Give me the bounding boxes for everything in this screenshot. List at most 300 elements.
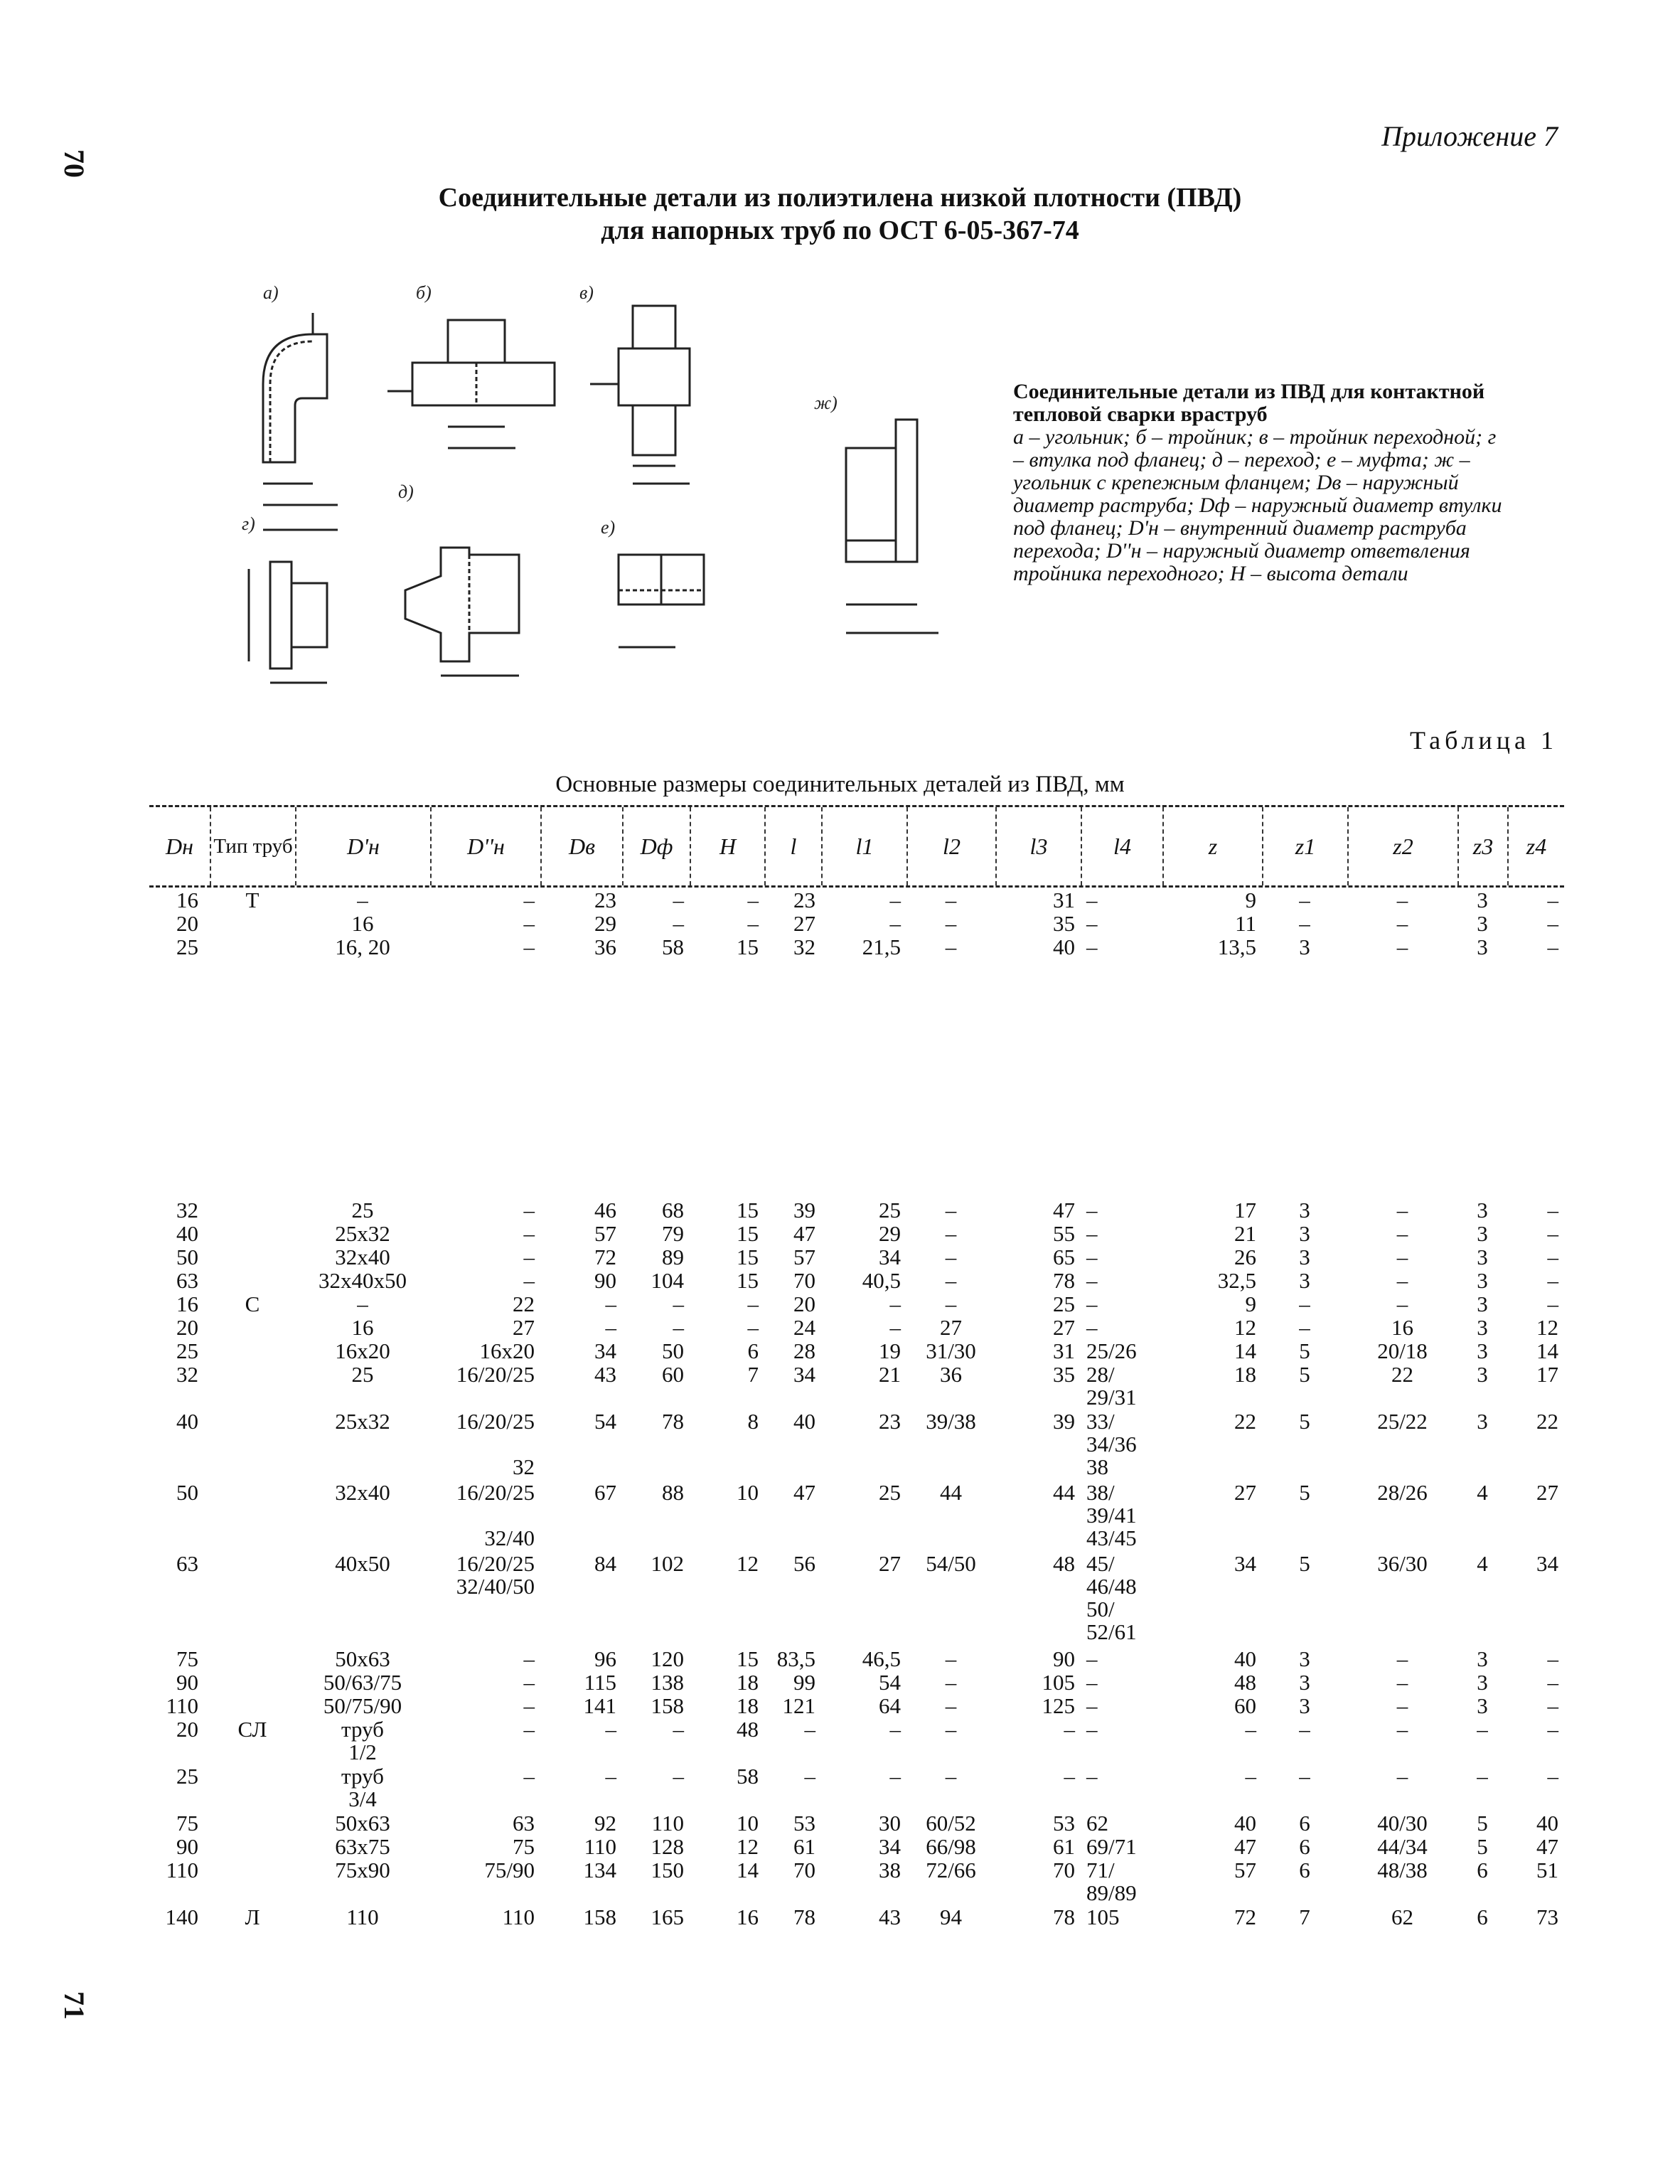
table-cell: 10 (737, 1480, 759, 1505)
table-cell: 3 (1299, 1693, 1310, 1718)
table-cell: – (945, 1646, 957, 1671)
table-cell: 75 (176, 1646, 198, 1671)
table-cell: 11 (1235, 911, 1256, 936)
table-cell: 94 (940, 1905, 962, 1929)
table-cell: труб 3/4 (341, 1764, 384, 1811)
table-cell: – (673, 888, 684, 912)
table-cell: 75 (176, 1811, 198, 1836)
table-cell: – (889, 1717, 901, 1742)
table-cell: 16, 20 (335, 934, 390, 959)
table-cell: 47 (1536, 1834, 1558, 1859)
table-cell: – (1396, 1198, 1408, 1222)
table-cell: – (747, 1315, 759, 1340)
table-cell: – (804, 1717, 815, 1742)
table-cell: – (523, 1245, 535, 1269)
table-cell: – (523, 911, 535, 936)
table-cell: 15 (737, 1646, 759, 1671)
table-cell: – (1064, 1717, 1075, 1742)
table-cell: 25 (879, 1480, 901, 1505)
table-cell: 40/30 (1377, 1811, 1428, 1836)
table-cell: 104 (651, 1268, 684, 1293)
column-header: l (764, 807, 821, 885)
table-cell: – (747, 888, 759, 912)
table-cell: – (945, 1245, 957, 1269)
table-cell: 48/38 (1377, 1858, 1428, 1882)
table-cell: – (605, 1291, 616, 1316)
table-cell: 68 (662, 1198, 684, 1222)
table-cell: – (945, 1670, 957, 1695)
table-cell: 110 (346, 1905, 379, 1929)
table-cell: 34 (1234, 1551, 1256, 1576)
figure-label: г) (242, 513, 255, 534)
table-cell: 25/26 (1086, 1338, 1137, 1363)
table-cell: 3 (1477, 911, 1488, 936)
table-cell: 56 (793, 1551, 815, 1576)
table-cell: 3 (1299, 1245, 1310, 1269)
table-cell: 21 (879, 1362, 901, 1387)
table-cell: 16 (737, 1905, 759, 1929)
table-cell: – (945, 1198, 957, 1222)
figure-caption-body: а – угольник; б – тройник; в – тройник переходной; г – втулка под фланец; д – переход; е – муфта; ж – угольник с крепежным фланцем; Dв – наружный диаметр раструба; Dф – наружный диаметр втулки под фланец; D'н – внутренний диаметр раструба перехода; D''н – наружный диаметр ответвления тройника переходного; H – высота детали (1013, 425, 1502, 585)
table-cell: – (889, 888, 901, 912)
drawing-d-reducer (398, 481, 519, 676)
table-cell: – (1245, 1717, 1256, 1742)
table-cell: 3 (1477, 1409, 1488, 1434)
table-cell: 16 (351, 1315, 374, 1340)
table-cell: 34 (793, 1362, 815, 1387)
table-cell: 33/ 34/36 38 (1086, 1409, 1137, 1479)
table-cell: 32 (793, 934, 815, 959)
table-cell: 3 (1477, 1198, 1488, 1222)
table-cell: 78 (1053, 1905, 1075, 1929)
table-cell: 3 (1299, 1268, 1310, 1293)
table-cell: 9 (1245, 1291, 1256, 1316)
table-cell: 46,5 (862, 1646, 901, 1671)
table-cell: 28/26 (1377, 1480, 1428, 1505)
table-cell: 60/52 (926, 1811, 976, 1836)
table-cell: – (1086, 1268, 1098, 1293)
table-cell: 65 (1053, 1245, 1075, 1269)
table-cell: 141 (583, 1693, 616, 1718)
table-number: Таблица 1 (1410, 726, 1558, 755)
table-cell: 90 (176, 1670, 198, 1695)
table-cell: 32 (176, 1362, 198, 1387)
drawing-e-coupling (601, 517, 704, 647)
table-cell: – (945, 1764, 957, 1789)
table-cell: – (523, 1198, 535, 1222)
table-cell: – (1299, 1291, 1310, 1316)
table-cell: 3 (1299, 1646, 1310, 1671)
table-cell: 70 (1053, 1858, 1075, 1882)
table-cell: 25 (176, 934, 198, 959)
figure-caption (1013, 380, 1511, 585)
table-cell: – (673, 1717, 684, 1742)
table-cell: 62 (1391, 1905, 1413, 1929)
table-cell: 32 (176, 1198, 198, 1222)
table-cell: 50x63 (335, 1811, 390, 1836)
table-cell: 3 (1477, 1221, 1488, 1246)
table-cell: – (1086, 911, 1098, 936)
table-cell: 88 (662, 1480, 684, 1505)
table-cell: – (1396, 1245, 1408, 1269)
table-cell: 24 (793, 1315, 815, 1340)
table-cell: 15 (737, 1268, 759, 1293)
table-cell: 105 (1086, 1905, 1120, 1929)
table-cell: 3 (1299, 1670, 1310, 1695)
table-cell: 150 (651, 1858, 684, 1882)
table-cell: 53 (1053, 1811, 1075, 1836)
table-cell: 16x20 (479, 1338, 535, 1363)
table-cell: 5 (1299, 1409, 1310, 1434)
table-cell: – (523, 1646, 535, 1671)
column-header: z4 (1507, 807, 1564, 885)
table-cell: – (1299, 911, 1310, 936)
table-cell: 25x32 (335, 1409, 390, 1434)
table-cell: 29 (879, 1221, 901, 1246)
table-cell: – (1547, 1764, 1558, 1789)
table-cell: – (1299, 1717, 1310, 1742)
table-cell: 79 (662, 1221, 684, 1246)
table-cell: 34 (879, 1834, 901, 1859)
table-cell: 34 (594, 1338, 616, 1363)
table-cell: 39 (793, 1198, 815, 1222)
table-cell: 31/30 (926, 1338, 976, 1363)
table-cell: 90 (594, 1268, 616, 1293)
table-cell: 61 (793, 1834, 815, 1859)
table-cell: – (1547, 1670, 1558, 1695)
table-cell: 20/18 (1377, 1338, 1428, 1363)
table-cell: 5 (1477, 1834, 1488, 1859)
table-cell: 46 (594, 1198, 616, 1222)
table-cell: 57 (793, 1245, 815, 1269)
figure-label: а) (263, 282, 279, 303)
table-cell: 20 (793, 1291, 815, 1316)
table-cell: 3 (1477, 1291, 1488, 1316)
table-cell: 63x75 (335, 1834, 390, 1859)
table-cell: 10 (737, 1811, 759, 1836)
column-header: z3 (1457, 807, 1507, 885)
table-cell: 64 (879, 1693, 901, 1718)
page-number-top: 70 (58, 149, 90, 178)
table-cell: 40 (793, 1409, 815, 1434)
table-cell: 50 (662, 1338, 684, 1363)
table-cell: – (1299, 1764, 1310, 1789)
table-cell: 50 (176, 1480, 198, 1505)
table-cell: 3 (1477, 1362, 1488, 1387)
table-cell: 22 (1536, 1409, 1558, 1434)
table-cell: 5 (1299, 1338, 1310, 1363)
table-cell: 60 (662, 1362, 684, 1387)
table-cell: 48 (1053, 1551, 1075, 1576)
table-cell: 115 (584, 1670, 616, 1695)
table-cell: – (1396, 934, 1408, 959)
table-cell: 16 (176, 888, 198, 912)
table-cell: 50x63 (335, 1646, 390, 1671)
table-caption: Основные размеры соединительных деталей из ПВД, мм (555, 772, 1125, 797)
table-cell: 105 (1042, 1670, 1075, 1695)
table-cell: 78 (1053, 1268, 1075, 1293)
table-cell: – (1086, 1646, 1098, 1671)
table-cell: 78 (662, 1409, 684, 1434)
table-cell: 18 (1234, 1362, 1256, 1387)
table-cell: 25 (176, 1338, 198, 1363)
table-cell: 32x40 (335, 1480, 390, 1505)
table-cell: 51 (1536, 1858, 1558, 1882)
table-cell: 50/75/90 (323, 1693, 402, 1718)
table-cell: 36/30 (1377, 1551, 1428, 1576)
table-cell: 3 (1477, 1315, 1488, 1340)
table-cell: 8 (747, 1409, 759, 1434)
table-cell: 53 (793, 1811, 815, 1836)
table-cell: 6 (1299, 1834, 1310, 1859)
table-cell: 16 (176, 1291, 198, 1316)
table-cell: 12 (1234, 1315, 1256, 1340)
table-cell: 34 (1536, 1551, 1558, 1576)
table-cell: – (1547, 1693, 1558, 1718)
table-cell: – (889, 1291, 901, 1316)
title-line-2: для напорных труб по ОСТ 6-05-367-74 (601, 215, 1079, 245)
table-cell: – (605, 1315, 616, 1340)
table-cell: 16 (1391, 1315, 1413, 1340)
table-cell: 35 (1053, 911, 1075, 936)
table-cell: – (1396, 1291, 1408, 1316)
table-cell: 3 (1477, 1245, 1488, 1269)
table-cell: – (1086, 1670, 1098, 1695)
table-cell: 48 (1234, 1670, 1256, 1695)
drawing-zh-flanged-elbow (814, 393, 938, 633)
table-cell: 28/ 29/31 (1086, 1362, 1137, 1410)
table-cell: – (1086, 1717, 1098, 1742)
table-cell: 27 (879, 1551, 901, 1576)
table-cell: 23 (793, 888, 815, 912)
column-header: Тип труб (210, 807, 295, 885)
table-header (149, 805, 1564, 888)
table-cell: 40 (1234, 1811, 1256, 1836)
table-cell: – (1396, 888, 1408, 912)
table-cell: 96 (594, 1646, 616, 1671)
column-header: Dн (166, 833, 193, 859)
table-cell: 70 (793, 1268, 815, 1293)
table-cell: 61 (1053, 1834, 1075, 1859)
table-cell: 27 (1234, 1480, 1256, 1505)
table-cell: – (1477, 1764, 1488, 1789)
table-cell: 27 (513, 1315, 535, 1340)
table-cell: – (1396, 1646, 1408, 1671)
table-cell: 3 (1477, 1670, 1488, 1695)
table-cell: 75 (513, 1834, 535, 1859)
table-cell: 3 (1299, 934, 1310, 959)
table-cell: – (1396, 1268, 1408, 1293)
table-cell: 25x32 (335, 1221, 390, 1246)
table-cell: 44 (1053, 1480, 1075, 1505)
table-cell: 84 (594, 1551, 616, 1576)
table-cell: 25/22 (1377, 1409, 1428, 1434)
column-header: l4 (1081, 807, 1162, 885)
table-cell: 120 (651, 1646, 684, 1671)
table-cell: – (945, 1717, 957, 1742)
table-cell: 3 (1477, 1693, 1488, 1718)
table-cell: – (523, 1764, 535, 1789)
table-cell: 27 (940, 1315, 962, 1340)
table-cell: 31 (1053, 1338, 1075, 1363)
table-cell: 40 (176, 1409, 198, 1434)
table-cell: 25 (1053, 1291, 1075, 1316)
column-header: l2 (906, 807, 995, 885)
figure-label: в) (579, 282, 594, 303)
table-cell: – (945, 1693, 957, 1718)
table-cell: – (1086, 888, 1098, 912)
table-cell: 32,5 (1217, 1268, 1256, 1293)
table-cell: 58 (662, 934, 684, 959)
dimensions-table (149, 889, 1564, 1927)
table-cell: 57 (594, 1221, 616, 1246)
table-cell: – (945, 1221, 957, 1246)
table-cell: 13,5 (1217, 934, 1256, 959)
table-cell: 3 (1299, 1221, 1310, 1246)
table-cell: 32x40x50 (319, 1268, 407, 1293)
appendix-label: Приложение 7 (1381, 120, 1558, 152)
table-cell: – (1086, 1764, 1098, 1789)
table-cell: 29 (594, 911, 616, 936)
table-cell: 48 (737, 1717, 759, 1742)
table-cell: – (1064, 1764, 1075, 1789)
table-cell: 39 (1053, 1409, 1075, 1434)
table-cell: – (1396, 1693, 1408, 1718)
table-cell: 25 (351, 1362, 374, 1387)
table-cell: 40 (176, 1221, 198, 1246)
table-cell: 90 (176, 1834, 198, 1859)
table-cell: 47 (1234, 1834, 1256, 1859)
drawing-g-flange-bushing (242, 513, 327, 683)
table-cell: – (523, 934, 535, 959)
table-cell: 23 (594, 888, 616, 912)
table-cell: 19 (879, 1338, 901, 1363)
table-cell: 70 (793, 1858, 815, 1882)
table-cell: – (1086, 1221, 1098, 1246)
table-cell: – (1547, 911, 1558, 936)
table-cell: 25 (176, 1764, 198, 1789)
table-cell: СЛ (237, 1717, 267, 1742)
table-cell: 92 (594, 1811, 616, 1836)
table-cell: 12 (737, 1551, 759, 1576)
table-cell: – (747, 1291, 759, 1316)
table-cell: 57 (1234, 1858, 1256, 1882)
table-cell: – (1547, 1291, 1558, 1316)
table-cell: 22 (513, 1291, 535, 1316)
table-cell: 22 (1234, 1409, 1256, 1434)
table-cell: – (523, 1693, 535, 1718)
table-cell: 40 (1536, 1811, 1558, 1836)
table-cell: 14 (1536, 1338, 1558, 1363)
table-cell: – (605, 1764, 616, 1789)
table-cell: 14 (1234, 1338, 1256, 1363)
table-cell: – (945, 1268, 957, 1293)
table-cell: – (673, 1291, 684, 1316)
table-cell: 44 (940, 1480, 962, 1505)
table-cell: 27 (1536, 1480, 1558, 1505)
table-cell: – (357, 1291, 368, 1316)
figure-label: д) (398, 481, 414, 502)
table-cell: 54/50 (926, 1551, 976, 1576)
table-cell: 54 (879, 1670, 901, 1695)
figure-label: б) (416, 282, 432, 303)
table-cell: 6 (1477, 1858, 1488, 1882)
table-cell: 50/63/75 (323, 1670, 402, 1695)
table-cell: – (673, 1764, 684, 1789)
table-cell: 6 (1299, 1811, 1310, 1836)
table-cell: 110 (502, 1905, 535, 1929)
table-cell: 15 (737, 1221, 759, 1246)
column-header: D''н (430, 807, 540, 885)
table-cell: 110 (651, 1811, 684, 1836)
column-header: l3 (995, 807, 1081, 885)
table-cell: – (523, 1670, 535, 1695)
table-cell: 72 (1234, 1905, 1256, 1929)
table-cell: 89 (662, 1245, 684, 1269)
table-cell: – (1086, 1245, 1098, 1269)
table-cell: – (1086, 1315, 1098, 1340)
table-cell: – (1086, 1198, 1098, 1222)
table-cell: – (1396, 1221, 1408, 1246)
table-cell: – (1547, 1646, 1558, 1671)
table-cell: 47 (1053, 1198, 1075, 1222)
table-cell: 16/20/25 32/40 (456, 1480, 535, 1550)
table-cell: – (804, 1764, 815, 1789)
column-header: l1 (821, 807, 906, 885)
table-cell: 38/ 39/41 43/45 (1086, 1480, 1137, 1550)
table-cell: 30 (879, 1811, 901, 1836)
table-cell: – (605, 1717, 616, 1742)
column-header: H (690, 807, 764, 885)
table-cell: 6 (1299, 1858, 1310, 1882)
table-cell: 27 (793, 911, 815, 936)
table-cell: 12 (1536, 1315, 1558, 1340)
table-cell: 28 (793, 1338, 815, 1363)
table-cell: 66/98 (926, 1834, 976, 1859)
table-cell: 23 (879, 1409, 901, 1434)
table-cell: 40x50 (335, 1551, 390, 1576)
column-header: z2 (1347, 807, 1457, 885)
table-cell: – (673, 1315, 684, 1340)
table-cell: 158 (583, 1905, 616, 1929)
table-cell: 31 (1053, 888, 1075, 912)
table-cell: – (889, 1764, 901, 1789)
table-cell: 21,5 (862, 934, 901, 959)
table-cell: 90 (1053, 1646, 1075, 1671)
table-cell: 16x20 (335, 1338, 390, 1363)
table-cell: 63 (513, 1811, 535, 1836)
table-cell: – (1547, 1198, 1558, 1222)
table-cell: 58 (737, 1764, 759, 1789)
column-header: D'н (295, 807, 430, 885)
table-cell: 140 (165, 1905, 198, 1929)
table-cell: 5 (1477, 1811, 1488, 1836)
table-cell: 32x40 (335, 1245, 390, 1269)
table-cell: 16/20/25 (456, 1362, 535, 1387)
table-cell: – (945, 1291, 957, 1316)
table-cell: 165 (651, 1905, 684, 1929)
table-cell: 55 (1053, 1221, 1075, 1246)
table-cell: 39/38 (926, 1409, 976, 1434)
table-cell: – (1547, 1221, 1558, 1246)
table-cell: 4 (1477, 1551, 1488, 1576)
column-header: z (1162, 807, 1262, 885)
table-cell: 71/ 89/89 (1086, 1858, 1137, 1905)
table-cell: – (889, 911, 901, 936)
table-cell: – (1547, 888, 1558, 912)
table-cell: 25 (351, 1198, 374, 1222)
figure-caption-title: Соединительные детали из ПВД для контактной тепловой сварки враструб (1013, 380, 1485, 426)
